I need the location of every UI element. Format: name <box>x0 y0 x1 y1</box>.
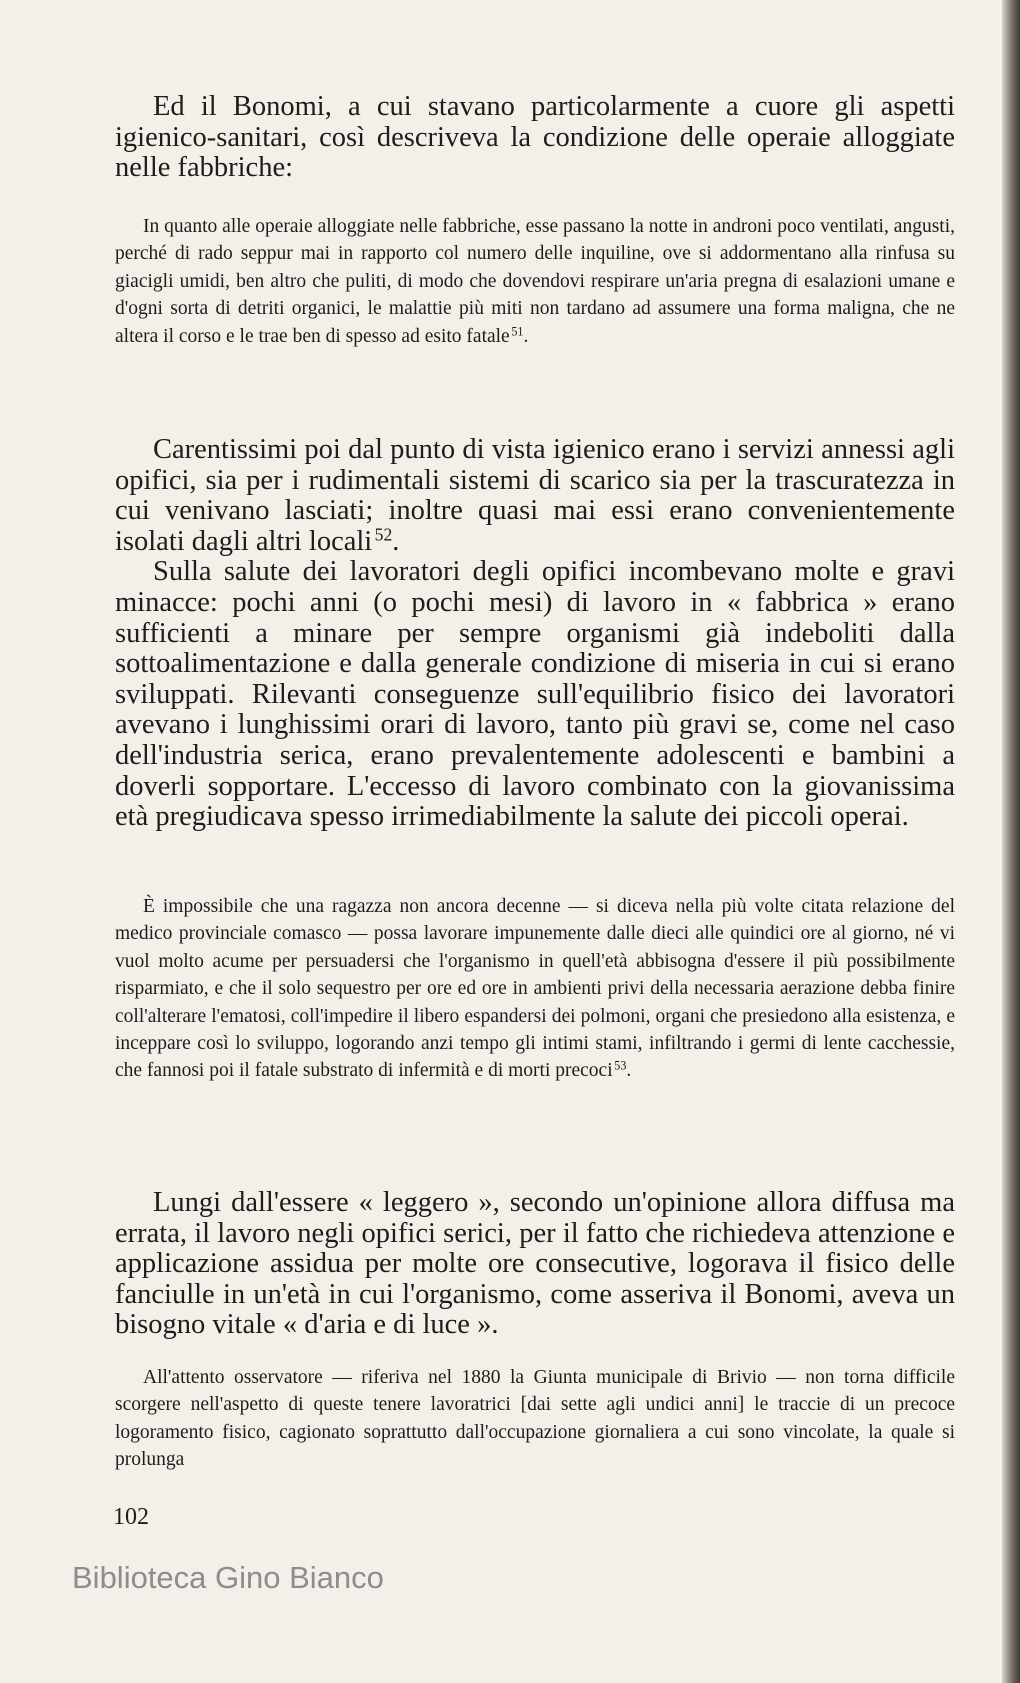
footnote-marker: 51 <box>511 323 524 338</box>
body-paragraph: Sulla salute dei lavoratori degli opifici incombevano molte e gravi minacce: pochi anni (o pochi mesi) di lavoro in « fabbrica » erano sufficienti a minare per sempre organismi già indeboliti dalla sottoalimentazione e dalla generale condizione di miseria in cui si erano sviluppati. Rilevanti conseguenze sull'equilibrio fisico dei lavoratori avevano i lunghissimi orari di lavoro, tanto più gravi se, come nel caso dell'industria serica, erano prevalentemente adolescenti e bambini a doverli sopportare. L'eccesso di lavoro combinato con la giovanissima età pregiudicava spesso irrimediabilmente la salute dei piccoli operai. <box>115 556 955 833</box>
paragraph-text: Carentissimi poi dal punto di vista igienico erano i servizi annessi agli opifici, sia per i rudimentali sistemi di scarico sia per la trascuratezza in cui venivano lasciati; inoltre quasi mai essi erano convenientemente isolati dagli altri locali <box>115 434 955 557</box>
intro-paragraph-block <box>115 92 955 184</box>
quote-text: È impossibile che una ragazza non ancora decenne — si diceva nella più volte citata relazione del medico provinciale comasco — possa lavorare impunemente dalle dieci alle quindici ore al giorno, né vi vuol molto acume per persuadersi che l'organismo in quell'età abbisogna d'essere il più possibilmente risparmiato, e che il solo sequestro per ore ed ore in ambienti privi della necessaria aerazione debba finire coll'alterare l'ematosi, coll'impedire il libero espandersi dei polmoni, organi che presiedono alla esistenza, e inceppare così lo sviluppo, logorando anzi tempo gli intimi stami, infiltrando i germi di lente cacchessie, che fannosi poi il fatale substrato di infermità e di morti precoci <box>115 896 955 1082</box>
footnote-marker: 52 <box>374 524 393 545</box>
library-watermark: Biblioteca Gino Bianco <box>72 1560 384 1595</box>
footnote-marker: 53 <box>614 1058 627 1073</box>
page-number: 102 <box>113 1504 149 1530</box>
block-quote-2 <box>115 893 955 1085</box>
quote-paragraph: È impossibile che una ragazza non ancora decenne — si diceva nella più volte citata relazione del medico provinciale comasco — possa lavorare impunemente dalle dieci alle quindici ore al giorno, né vi vuol molto acume per persuadersi che l'organismo in quell'età abbisogna d'essere il più possibilmente risparmiato, e che il solo sequestro per ore ed ore in ambienti privi della necessaria aerazione debba finire coll'alterare l'ematosi, coll'impedire il libero espandersi dei polmoni, organi che presiedono alla esistenza, e inceppare così lo sviluppo, logorando anzi tempo gli intimi stami, infiltrando i germi di lente cacchessie, che fannosi poi il fatale substrato di infermità e di morti precoci $^{53}$. <box>115 896 955 1082</box>
book-spine-edge <box>1002 0 1020 1683</box>
main-paragraphs-block <box>115 435 955 833</box>
quote-paragraph: All'attento osservatore — riferiva nel 1880 la Giunta municipale di Brivio — non torna difficile scorgere nell'aspetto di queste tenere lavoratrici [dai sette agli undici anni] le traccie di un precoce logoramento fisico, cagionato soprattutto dall'occupazione giornaliera a cui sono vincolate, la quale si prolunga <box>115 1367 955 1471</box>
quote-text: In quanto alle operaie alloggiate nelle fabbriche, esse passano la notte in androni poco ventilati, angusti, perché di rado seppur mai in rapporto col numero delle inquiline, ove si addormentano alla rinfusa su giacigli umidi, ben altro che puliti, di modo che dovendovi respirare un'aria pregna di esalazioni umane e d'ogni sorta di detriti organici, le malattie più miti non tardano ad assumere una forma maligna, che ne altera il corso e le trae ben di spesso ad esito fatale <box>115 216 955 347</box>
block-quote-3 <box>115 1364 955 1474</box>
block-quote-1 <box>115 213 955 350</box>
closing-paragraph-block <box>115 1188 955 1341</box>
body-paragraph: Lungi dall'essere « leggero », secondo un'opinione allora diffusa ma errata, il lavoro negli opifici serici, per il fatto che richiedeva attenzione e applicazione assidua per molte ore consecutive, logorava il fisico delle fanciulle in un'età in cui l'organismo, come asseriva il Bonomi, aveva un bisogno vitale « d'aria e di luce ». <box>115 1187 955 1341</box>
body-paragraph: Carentissimi poi dal punto di vista igienico erano i servizi annessi agli opifici, sia per i rudimentali sistemi di scarico sia per la trascuratezza in cui venivano lasciati; inoltre quasi mai essi erano convenientemente isolati dagli altri locali $^{52}$. <box>115 434 955 557</box>
body-paragraph: Ed il Bonomi, a cui stavano particolarmente a cuore gli aspetti igienico-sanitari, così descriveva la condizione delle operaie alloggiate nelle fabbriche: <box>115 91 955 184</box>
quote-paragraph: In quanto alle operaie alloggiate nelle fabbriche, esse passano la notte in androni poco ventilati, angusti, perché di rado seppur mai in rapporto col numero delle inquiline, ove si addormentano alla rinfusa su giacigli umidi, ben altro che puliti, di modo che dovendovi respirare un'aria pregna di esalazioni umane e d'ogni sorta di detriti organici, le malattie più miti non tardano ad assumere una forma maligna, che ne altera il corso e le trae ben di spesso ad esito fatale $^{51}$. <box>115 216 955 347</box>
